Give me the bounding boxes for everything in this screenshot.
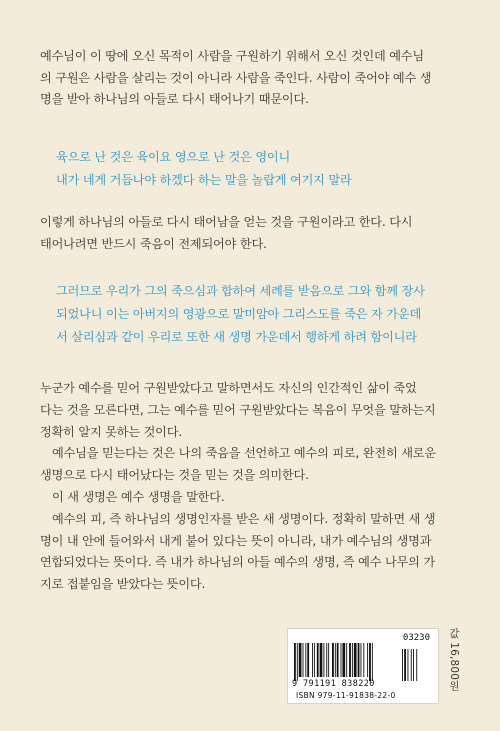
isbn-barcode: [287, 628, 439, 704]
paragraph-3-line: 지로 접붙임을 받았다는 뜻이다.: [40, 577, 206, 592]
paragraph-1-line: 예수님이 이 땅에 오신 목적이 사람을 구원하기 위해서 오신 것인데 예수님: [40, 49, 424, 63]
paragraph-1: [40, 46, 464, 111]
paragraph-2-line: 이렇게 하나님의 아들로 다시 태어남을 얻는 것을 구원이라고 한다. 다시: [40, 215, 413, 229]
quote-2-line: 서 살리심과 같이 우리로 또한 새 생명 가운데서 행하게 하려 함이니라: [56, 330, 417, 344]
paragraph-3-line: 예수님을 믿는다는 것은 나의 죽음을 선언하고 예수의 피로, 완전히 새로운: [52, 446, 436, 461]
quote-1-line: 내가 네게 거듭나야 하겠다 하는 말을 놀랍게 여기지 말라: [56, 173, 352, 187]
paragraph-3-line: 다는 것을 모른다면, 그는 예수를 믿어 구원받았다는 복음이 무엇을 말하는지: [40, 402, 436, 417]
paragraph-3-line: 연합되었다는 뜻이다. 즉 내가 하나님의 아들 예수의 생명, 즉 예수 나무의 가: [40, 555, 435, 570]
paragraph-3-line: 생명으로 다시 태어났다는 것을 믿는 것을 의미한다.: [40, 468, 309, 483]
quote-2-line: 그러므로 우리가 그의 죽으심과 합하여 세례를 받음으로 그와 함께 장사: [56, 284, 425, 298]
isbn-number: ISBN 979-11-91838-22-0: [296, 691, 396, 700]
quote-1-line: 육으로 난 것은 육이요 영으로 난 것은 영이니: [56, 150, 291, 164]
price-label: 값 16,800원: [448, 628, 460, 691]
barcode-add-on-code: 03230: [402, 633, 430, 643]
paragraph-3-line: 명이 내 안에 들어와서 내게 붙어 있다는 뜻이 아니라, 내가 예수님의 생명과: [40, 533, 432, 548]
paragraph-1-line: 의 구원은 사람을 살리는 것이 아니라 사람을 죽인다. 사람이 죽어야 예수 생: [40, 70, 432, 85]
paragraph-2-line: 태어나려면 반드시 죽음이 전제되어야 한다.: [40, 236, 267, 251]
paragraph-3-line: 이 새 생명은 예수 생명을 말한다.: [52, 489, 225, 504]
scripture-quote-2: [56, 280, 480, 349]
paragraph-2: [40, 212, 464, 255]
paragraph-3-line: 정확히 알지 못하는 것이다.: [40, 424, 183, 439]
paragraph-3-line: 예수의 피, 즉 하나님의 생명인자를 받은 새 생명이다. 정확히 말하면 새 생: [52, 511, 436, 526]
barcode-bars-graphic: [294, 643, 430, 681]
paragraph-3-line: 누군가 예수를 믿어 구원받았다고 말하면서도 자신의 인간적인 삶이 죽었: [40, 381, 417, 395]
barcode-digits: 9 791191 838220: [292, 679, 375, 689]
scripture-quote-1: [56, 146, 480, 192]
quote-2-line: 되었나니 이는 아버지의 영광으로 말미암아 그리스도를 죽은 자 가운데: [56, 307, 422, 321]
paragraph-1-line: 명을 받아 하나님의 아들로 다시 태어나기 때문이다.: [40, 92, 309, 106]
paragraph-3: [40, 378, 464, 596]
